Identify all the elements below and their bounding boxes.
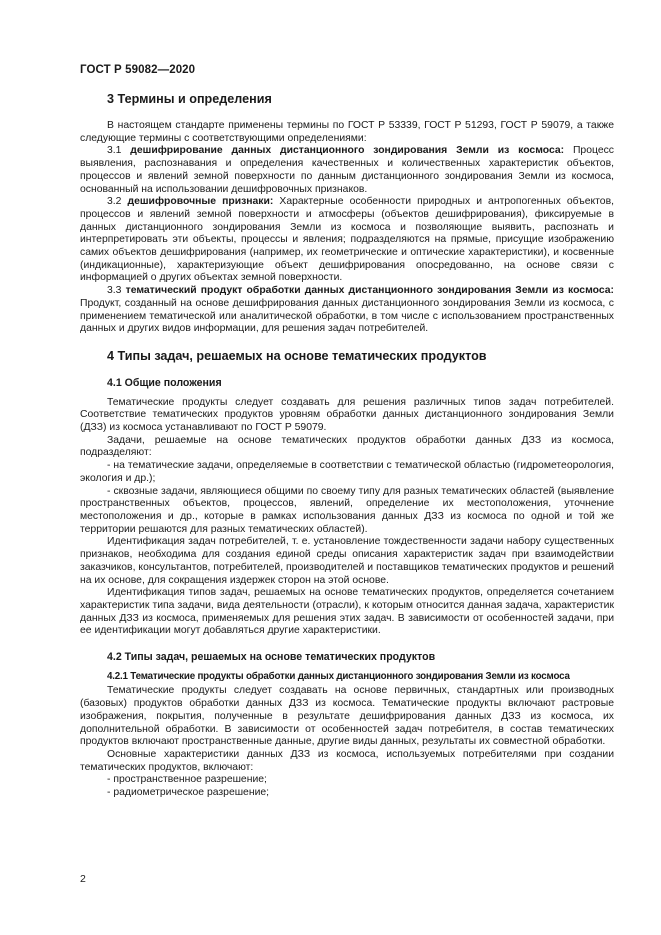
term-3-3-number: 3.3 xyxy=(107,285,126,297)
section-3-title: 3 Термины и определения xyxy=(107,92,272,106)
term-3-2 xyxy=(80,196,614,285)
paragraph: Задачи, решаемые на основе тематических продуктов обработки данных ДЗЗ из космоса, подразделяют: xyxy=(80,434,614,459)
term-3-1-term: дешифрирование данных дистанционного зондирования Земли из космоса: xyxy=(130,145,565,157)
page-number: 2 xyxy=(80,873,86,885)
term-3-3-definition: Продукт, созданный на основе дешифрирования данных дистанционного зондирования Земли из космоса, с применением тематической или аналитической обработки, в том числе с использованием пространственных данных и других видов информации, для решения задач потребителей. xyxy=(80,297,614,335)
term-3-1 xyxy=(80,145,614,196)
list-item: - на тематические задачи, определяемые в соответствии с тематической областью (гидрометеорология, экология и др.); xyxy=(80,460,614,484)
paragraph: Идентификация задач потребителей, т. е. установление тождественности задачи набору существенных признаков, необходима для создания единой среды описания характеристик задач при взаимодействии заказчиков, консультантов, потребителей, производителей и поставщиков тематических продуктов и решений на их основе, для сокращения издержек сторон на этой основе. xyxy=(80,536,614,586)
term-3-2-definition: Характерные особенности природных и антропогенных объектов, процессов и явлений земной поверхности и атмосферы (объектов дешифрирования), фиксируемые в данных дистанционного зондирования Земли из космоса и позволяющие выявить, распознать и интерпретировать эти объекты, процессы и явления; подразделяются на прямые, присущие изображению самих объектов дешифрирования (например, их геометрические и оптические характеристики), и косвенные (индикационные), характеризующие объект дешифрирования опосредованно, на основе связи с информацией о других объектах земной поверхности. xyxy=(80,196,614,284)
term-3-3 xyxy=(80,285,614,336)
document-header: ГОСТ Р 59082—2020 xyxy=(80,64,196,76)
paragraph: Основные характеристики данных ДЗЗ из космоса, используемых потребителями при создании тематических продуктов, включают: xyxy=(80,748,614,773)
paragraph: Идентификация типов задач, решаемых на основе тематических продуктов, определяется сочетанием характеристик типа задачи, вида деятельности (отрасли), к которым относится данная задача, характеристик данных ДЗЗ из космоса, применяемых для решения этих задач. В зависимости от особенностей задачи, при ее идентификации могут добавляться другие характеристики. xyxy=(80,587,614,637)
subsection-4-1-title: 4.1 Общие положения xyxy=(107,376,222,389)
list-item: - сквозные задачи, являющиеся общими по своему типу для разных тематических областей (выявление пространственных объектов, процессов, явлений, определение их местоположения, уточнение местоположения и др., которые в рамках использования данных ДЗЗ из космоса по одной и той же территории решаются для разных тематических областей). xyxy=(80,485,614,535)
paragraph: Тематические продукты следует создавать для решения различных типов задач потребителей. Соответствие тематических продуктов уровням обработки данных дистанционного зондирования Земли (ДЗЗ) из космоса устанавливают по ГОСТ Р 59079. xyxy=(80,396,614,434)
subsection-4-2-1-title: 4.2.1 Тематические продукты обработки данных дистанционного зондирования Земли из космоса xyxy=(107,670,570,682)
section-3-intro: В настоящем стандарте применены термины по ГОСТ Р 53339, ГОСТ Р 51293, ГОСТ Р 59079, а также следующие термины с соответствующими определениями: xyxy=(80,120,614,144)
term-3-2-term: дешифровочные признаки: xyxy=(127,196,274,208)
page-content xyxy=(80,92,614,800)
term-3-2-number: 3.2 xyxy=(107,196,128,208)
subsection-4-2-title: 4.2 Типы задач, решаемых на основе тематических продуктов xyxy=(107,651,436,664)
term-3-1-definition: Процесс выявления, распознавания и определения качественных и количественных характеристик объектов, процессов и явлений земной поверхности по данным дистанционного зондирования Земли из космоса, основанный на использовании дешифровочных признаков. xyxy=(80,145,614,195)
term-3-3-term: тематический продукт обработки данных дистанционного зондирования Земли из космоса: xyxy=(125,285,614,297)
section-4-title: 4 Типы задач, решаемых на основе тематических продуктов xyxy=(107,348,487,363)
list-item: - пространственное разрешение; xyxy=(107,774,267,786)
list-item: - радиометрическое разрешение; xyxy=(107,787,270,799)
term-3-1-number: 3.1 xyxy=(107,145,131,157)
paragraph: Тематические продукты следует создавать на основе первичных, стандартных или производных (базовых) продуктов обработки данных ДЗЗ из космоса. Тематические продукты включают растровые изображения, покрытия, полученные в результате дешифрирования данных ДЗЗ из космоса, их дополнительной обработки. В зависимости от особенностей задач потребителя, в состав тематических продуктов включают пространственные данные, другие виды данных, результаты их совместной обработки. xyxy=(80,685,614,748)
